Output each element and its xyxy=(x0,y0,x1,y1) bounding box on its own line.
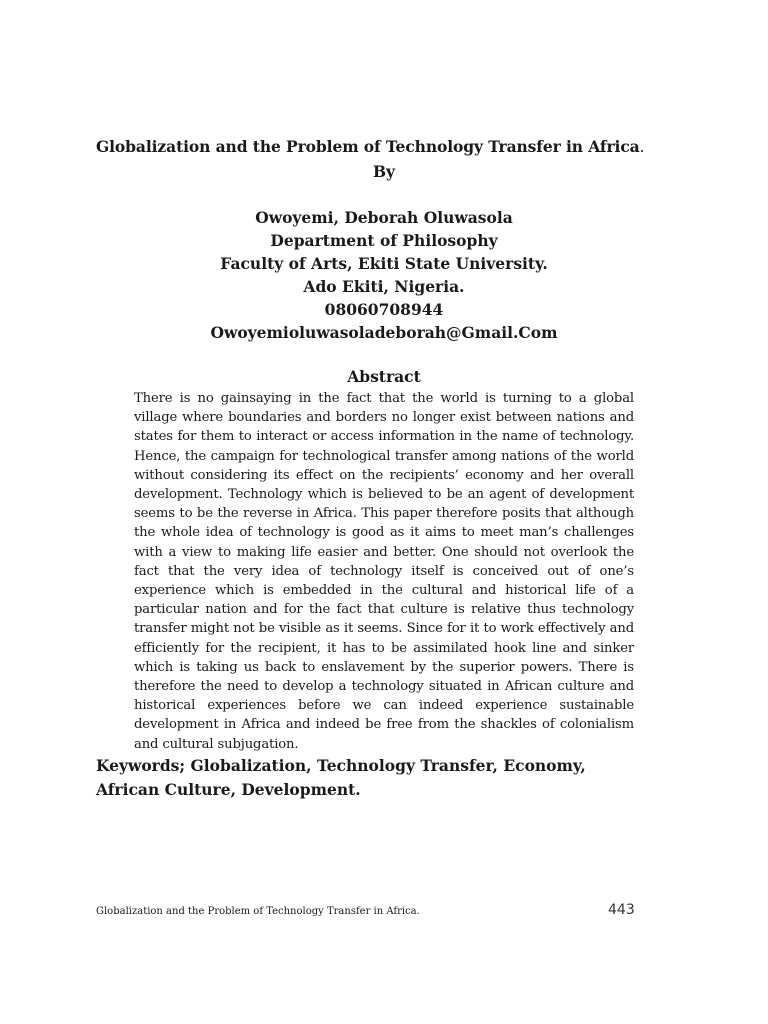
paper-title-period: . xyxy=(639,138,645,156)
author-name: Owoyemi, Deborah Oluwasola xyxy=(255,208,513,227)
by-line: By xyxy=(372,162,396,181)
author-location: Ado Ekiti, Nigeria. xyxy=(303,277,465,296)
paper-title xyxy=(96,137,644,156)
keywords: Keywords; Globalization, Technology Transfer, Economy, African Culture, Development. xyxy=(96,756,586,799)
author-faculty: Faculty of Arts, Ekiti State University. xyxy=(220,254,548,273)
abstract-heading: Abstract xyxy=(347,367,421,386)
paper-title-text: Globalization and the Problem of Technology Transfer in Africa xyxy=(96,137,640,156)
page-number: 443 xyxy=(608,902,635,918)
abstract-body: There is no gainsaying in the fact that the world is turning to a global village where boundaries and borders no longer exist between nations and states for them to interact or access information in the name of technology. Hence, the campaign for technological transfer among nations of the world without considering its effect on the recipients’ economy and her overall development. Technology which is believed to be an agent of development seems to be the reverse in Africa. This paper therefore posits that although the whole idea of technology is good as it aims to meet man’s challenges with a view to making life easier and better. One should not overlook the fact that the very idea of technology itself is conceived out of one’s experience which is embedded in the cultural and historical life of a particular nation and for the fact that culture is relative thus technology transfer might not be visible as it seems. Since for it to work effectively and efficiently for the recipient, it has to be assimilated hook line and sinker which is taking us back to enslavement by the superior powers. There is therefore the need to develop a technology situated in African culture and historical experiences before we can indeed experience sustainable development in Africa and indeed be free from the shackles of colonialism and cultural subjugation. xyxy=(134,391,634,752)
author-block xyxy=(0,206,768,344)
author-phone: 08060708944 xyxy=(324,300,444,319)
footer-running-title: Globalization and the Problem of Technology Transfer in Africa. xyxy=(96,906,420,917)
author-department: Department of Philosophy xyxy=(270,231,498,250)
author-email: Owoyemioluwasoladeborah@Gmail.Com xyxy=(210,323,558,342)
